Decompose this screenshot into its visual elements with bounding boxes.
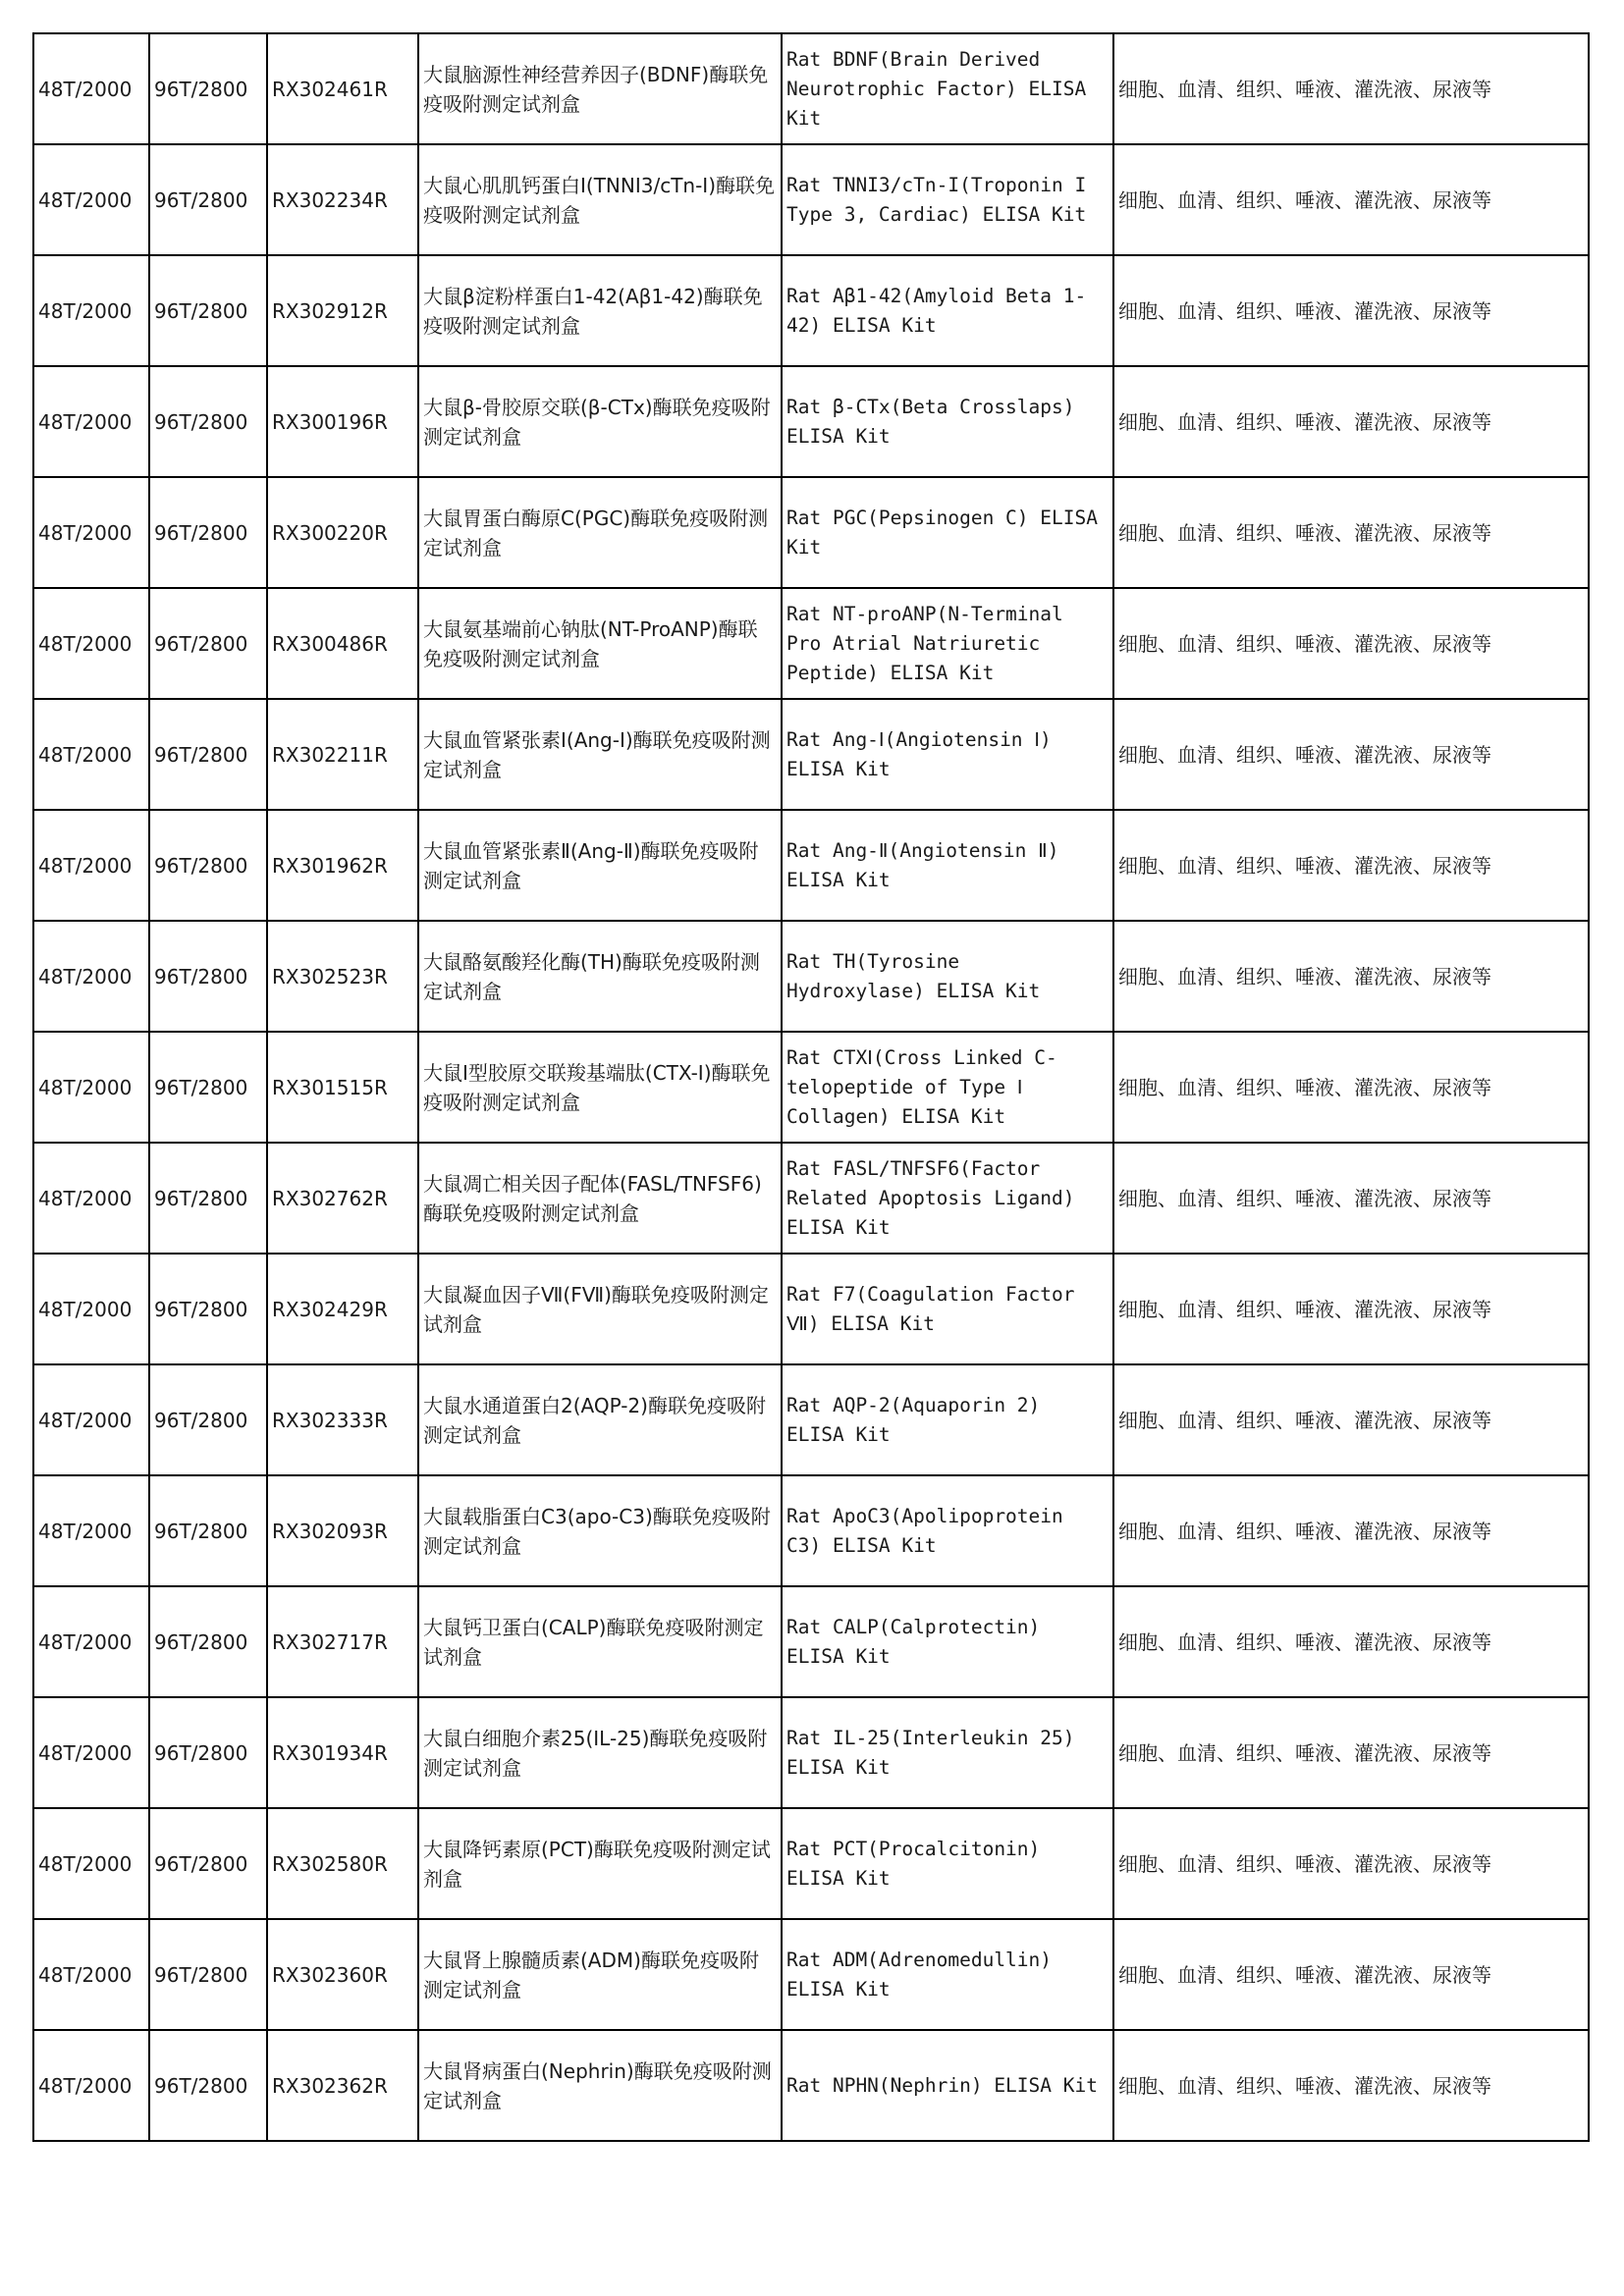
size-48t-cell: 48T/2000 [33, 1364, 149, 1475]
table-row [33, 2030, 1589, 2141]
catalog-number-cell: RX301962R [267, 810, 418, 921]
size-96t-cell: 96T/2800 [149, 33, 267, 144]
english-name-cell: Rat β-CTx(Beta Crosslaps) ELISA Kit [782, 366, 1113, 477]
catalog-number-cell: RX302523R [267, 921, 418, 1032]
size-96t-cell: 96T/2800 [149, 255, 267, 366]
chinese-name-cell: 大鼠酪氨酸羟化酶(TH)酶联免疫吸附测定试剂盒 [418, 921, 782, 1032]
table-row [33, 144, 1589, 255]
sample-type-cell: 细胞、血清、组织、唾液、灌洗液、尿液等 [1113, 1586, 1589, 1697]
catalog-number-cell: RX302234R [267, 144, 418, 255]
english-name-cell: Rat ADM(Adrenomedullin) ELISA Kit [782, 1919, 1113, 2030]
catalog-number-cell: RX302580R [267, 1808, 418, 1919]
table-row [33, 588, 1589, 699]
chinese-name-cell: 大鼠β-骨胶原交联(β-CTx)酶联免疫吸附测定试剂盒 [418, 366, 782, 477]
size-96t-cell: 96T/2800 [149, 1697, 267, 1808]
english-name-cell: Rat BDNF(Brain Derived Neurotrophic Factor) ELISA Kit [782, 33, 1113, 144]
sample-type-cell: 细胞、血清、组织、唾液、灌洗液、尿液等 [1113, 144, 1589, 255]
english-name-cell: Rat FASL/TNFSF6(Factor Related Apoptosis Ligand) ELISA Kit [782, 1143, 1113, 1254]
size-48t-cell: 48T/2000 [33, 1697, 149, 1808]
english-name-cell: Rat CALP(Calprotectin) ELISA Kit [782, 1586, 1113, 1697]
sample-type-cell: 细胞、血清、组织、唾液、灌洗液、尿液等 [1113, 33, 1589, 144]
chinese-name-cell: 大鼠血管紧张素Ⅱ(Ang-Ⅱ)酶联免疫吸附测定试剂盒 [418, 810, 782, 921]
chinese-name-cell: 大鼠肾病蛋白(Nephrin)酶联免疫吸附测定试剂盒 [418, 2030, 782, 2141]
chinese-name-cell: 大鼠水通道蛋白2(AQP-2)酶联免疫吸附测定试剂盒 [418, 1364, 782, 1475]
size-96t-cell: 96T/2800 [149, 1032, 267, 1143]
catalog-number-cell: RX302211R [267, 699, 418, 810]
table-row [33, 255, 1589, 366]
size-96t-cell: 96T/2800 [149, 588, 267, 699]
table-row [33, 1919, 1589, 2030]
size-48t-cell: 48T/2000 [33, 921, 149, 1032]
size-48t-cell: 48T/2000 [33, 255, 149, 366]
sample-type-cell: 细胞、血清、组织、唾液、灌洗液、尿液等 [1113, 1697, 1589, 1808]
english-name-cell: Rat ApoC3(Apolipoprotein C3) ELISA Kit [782, 1475, 1113, 1586]
size-96t-cell: 96T/2800 [149, 477, 267, 588]
size-96t-cell: 96T/2800 [149, 1475, 267, 1586]
english-name-cell: Rat F7(Coagulation Factor Ⅶ) ELISA Kit [782, 1254, 1113, 1364]
size-48t-cell: 48T/2000 [33, 1919, 149, 2030]
catalog-number-cell: RX302912R [267, 255, 418, 366]
english-name-cell: Rat NPHN(Nephrin) ELISA Kit [782, 2030, 1113, 2141]
chinese-name-cell: 大鼠脑源性神经营养因子(BDNF)酶联免疫吸附测定试剂盒 [418, 33, 782, 144]
table-row [33, 33, 1589, 144]
english-name-cell: Rat Aβ1-42(Amyloid Beta 1-42) ELISA Kit [782, 255, 1113, 366]
catalog-number-cell: RX300196R [267, 366, 418, 477]
size-96t-cell: 96T/2800 [149, 144, 267, 255]
english-name-cell: Rat TH(Tyrosine Hydroxylase) ELISA Kit [782, 921, 1113, 1032]
catalog-number-cell: RX300220R [267, 477, 418, 588]
chinese-name-cell: 大鼠钙卫蛋白(CALP)酶联免疫吸附测定试剂盒 [418, 1586, 782, 1697]
size-96t-cell: 96T/2800 [149, 366, 267, 477]
table-row [33, 1697, 1589, 1808]
table-row [33, 1475, 1589, 1586]
product-table [32, 32, 1590, 2142]
sample-type-cell: 细胞、血清、组织、唾液、灌洗液、尿液等 [1113, 921, 1589, 1032]
chinese-name-cell: 大鼠胃蛋白酶原C(PGC)酶联免疫吸附测定试剂盒 [418, 477, 782, 588]
table-row [33, 1808, 1589, 1919]
english-name-cell: Rat IL-25(Interleukin 25) ELISA Kit [782, 1697, 1113, 1808]
table-row [33, 1032, 1589, 1143]
size-48t-cell: 48T/2000 [33, 1586, 149, 1697]
size-48t-cell: 48T/2000 [33, 699, 149, 810]
table-row [33, 477, 1589, 588]
size-96t-cell: 96T/2800 [149, 1586, 267, 1697]
sample-type-cell: 细胞、血清、组织、唾液、灌洗液、尿液等 [1113, 1143, 1589, 1254]
table-row [33, 366, 1589, 477]
catalog-number-cell: RX302360R [267, 1919, 418, 2030]
size-48t-cell: 48T/2000 [33, 33, 149, 144]
chinese-name-cell: 大鼠心肌肌钙蛋白Ⅰ(TNNI3/cTn-I)酶联免疫吸附测定试剂盒 [418, 144, 782, 255]
sample-type-cell: 细胞、血清、组织、唾液、灌洗液、尿液等 [1113, 1475, 1589, 1586]
table-row [33, 699, 1589, 810]
catalog-number-cell: RX302461R [267, 33, 418, 144]
table-row [33, 1364, 1589, 1475]
catalog-number-cell: RX302429R [267, 1254, 418, 1364]
sample-type-cell: 细胞、血清、组织、唾液、灌洗液、尿液等 [1113, 1254, 1589, 1364]
size-48t-cell: 48T/2000 [33, 2030, 149, 2141]
sample-type-cell: 细胞、血清、组织、唾液、灌洗液、尿液等 [1113, 2030, 1589, 2141]
sample-type-cell: 细胞、血清、组织、唾液、灌洗液、尿液等 [1113, 1808, 1589, 1919]
english-name-cell: Rat Ang-Ⅰ(Angiotensin Ⅰ) ELISA Kit [782, 699, 1113, 810]
sample-type-cell: 细胞、血清、组织、唾液、灌洗液、尿液等 [1113, 588, 1589, 699]
size-96t-cell: 96T/2800 [149, 2030, 267, 2141]
sample-type-cell: 细胞、血清、组织、唾液、灌洗液、尿液等 [1113, 1919, 1589, 2030]
catalog-number-cell: RX302717R [267, 1586, 418, 1697]
english-name-cell: Rat CTXⅠ(Cross Linked C-telopeptide of Type Ⅰ Collagen) ELISA Kit [782, 1032, 1113, 1143]
english-name-cell: Rat Ang-Ⅱ(Angiotensin Ⅱ) ELISA Kit [782, 810, 1113, 921]
catalog-number-cell: RX302762R [267, 1143, 418, 1254]
size-96t-cell: 96T/2800 [149, 1808, 267, 1919]
table-row [33, 921, 1589, 1032]
chinese-name-cell: 大鼠载脂蛋白C3(apo-C3)酶联免疫吸附测定试剂盒 [418, 1475, 782, 1586]
catalog-number-cell: RX301515R [267, 1032, 418, 1143]
size-48t-cell: 48T/2000 [33, 588, 149, 699]
table-row [33, 1143, 1589, 1254]
sample-type-cell: 细胞、血清、组织、唾液、灌洗液、尿液等 [1113, 477, 1589, 588]
table-body [33, 33, 1589, 2141]
sample-type-cell: 细胞、血清、组织、唾液、灌洗液、尿液等 [1113, 255, 1589, 366]
size-96t-cell: 96T/2800 [149, 1364, 267, 1475]
chinese-name-cell: 大鼠肾上腺髓质素(ADM)酶联免疫吸附测定试剂盒 [418, 1919, 782, 2030]
size-96t-cell: 96T/2800 [149, 921, 267, 1032]
size-96t-cell: 96T/2800 [149, 1143, 267, 1254]
chinese-name-cell: 大鼠氨基端前心钠肽(NT-ProANP)酶联免疫吸附测定试剂盒 [418, 588, 782, 699]
english-name-cell: Rat PCT(Procalcitonin) ELISA Kit [782, 1808, 1113, 1919]
chinese-name-cell: 大鼠降钙素原(PCT)酶联免疫吸附测定试剂盒 [418, 1808, 782, 1919]
sample-type-cell: 细胞、血清、组织、唾液、灌洗液、尿液等 [1113, 810, 1589, 921]
chinese-name-cell: 大鼠凝血因子Ⅶ(FⅦ)酶联免疫吸附测定试剂盒 [418, 1254, 782, 1364]
sample-type-cell: 细胞、血清、组织、唾液、灌洗液、尿液等 [1113, 699, 1589, 810]
catalog-number-cell: RX302362R [267, 2030, 418, 2141]
english-name-cell: Rat TNNI3/cTn-I(Troponin I Type 3, Cardiac) ELISA Kit [782, 144, 1113, 255]
size-48t-cell: 48T/2000 [33, 144, 149, 255]
size-48t-cell: 48T/2000 [33, 1143, 149, 1254]
size-48t-cell: 48T/2000 [33, 1254, 149, 1364]
chinese-name-cell: 大鼠Ⅰ型胶原交联羧基端肽(CTX-Ⅰ)酶联免疫吸附测定试剂盒 [418, 1032, 782, 1143]
size-48t-cell: 48T/2000 [33, 810, 149, 921]
catalog-number-cell: RX300486R [267, 588, 418, 699]
chinese-name-cell: 大鼠β淀粉样蛋白1-42(Aβ1-42)酶联免疫吸附测定试剂盒 [418, 255, 782, 366]
size-96t-cell: 96T/2800 [149, 1919, 267, 2030]
size-48t-cell: 48T/2000 [33, 1032, 149, 1143]
size-96t-cell: 96T/2800 [149, 810, 267, 921]
english-name-cell: Rat PGC(Pepsinogen C) ELISA Kit [782, 477, 1113, 588]
table-row [33, 810, 1589, 921]
size-96t-cell: 96T/2800 [149, 699, 267, 810]
english-name-cell: Rat NT-proANP(N-Terminal Pro Atrial Natriuretic Peptide) ELISA Kit [782, 588, 1113, 699]
table-row [33, 1254, 1589, 1364]
catalog-number-cell: RX302093R [267, 1475, 418, 1586]
sample-type-cell: 细胞、血清、组织、唾液、灌洗液、尿液等 [1113, 366, 1589, 477]
sample-type-cell: 细胞、血清、组织、唾液、灌洗液、尿液等 [1113, 1364, 1589, 1475]
chinese-name-cell: 大鼠血管紧张素Ⅰ(Ang-Ⅰ)酶联免疫吸附测定试剂盒 [418, 699, 782, 810]
table-row [33, 1586, 1589, 1697]
chinese-name-cell: 大鼠凋亡相关因子配体(FASL/TNFSF6)酶联免疫吸附测定试剂盒 [418, 1143, 782, 1254]
size-48t-cell: 48T/2000 [33, 366, 149, 477]
size-48t-cell: 48T/2000 [33, 1808, 149, 1919]
size-48t-cell: 48T/2000 [33, 477, 149, 588]
chinese-name-cell: 大鼠白细胞介素25(IL-25)酶联免疫吸附测定试剂盒 [418, 1697, 782, 1808]
size-96t-cell: 96T/2800 [149, 1254, 267, 1364]
catalog-number-cell: RX302333R [267, 1364, 418, 1475]
catalog-number-cell: RX301934R [267, 1697, 418, 1808]
english-name-cell: Rat AQP-2(Aquaporin 2) ELISA Kit [782, 1364, 1113, 1475]
sample-type-cell: 细胞、血清、组织、唾液、灌洗液、尿液等 [1113, 1032, 1589, 1143]
size-48t-cell: 48T/2000 [33, 1475, 149, 1586]
